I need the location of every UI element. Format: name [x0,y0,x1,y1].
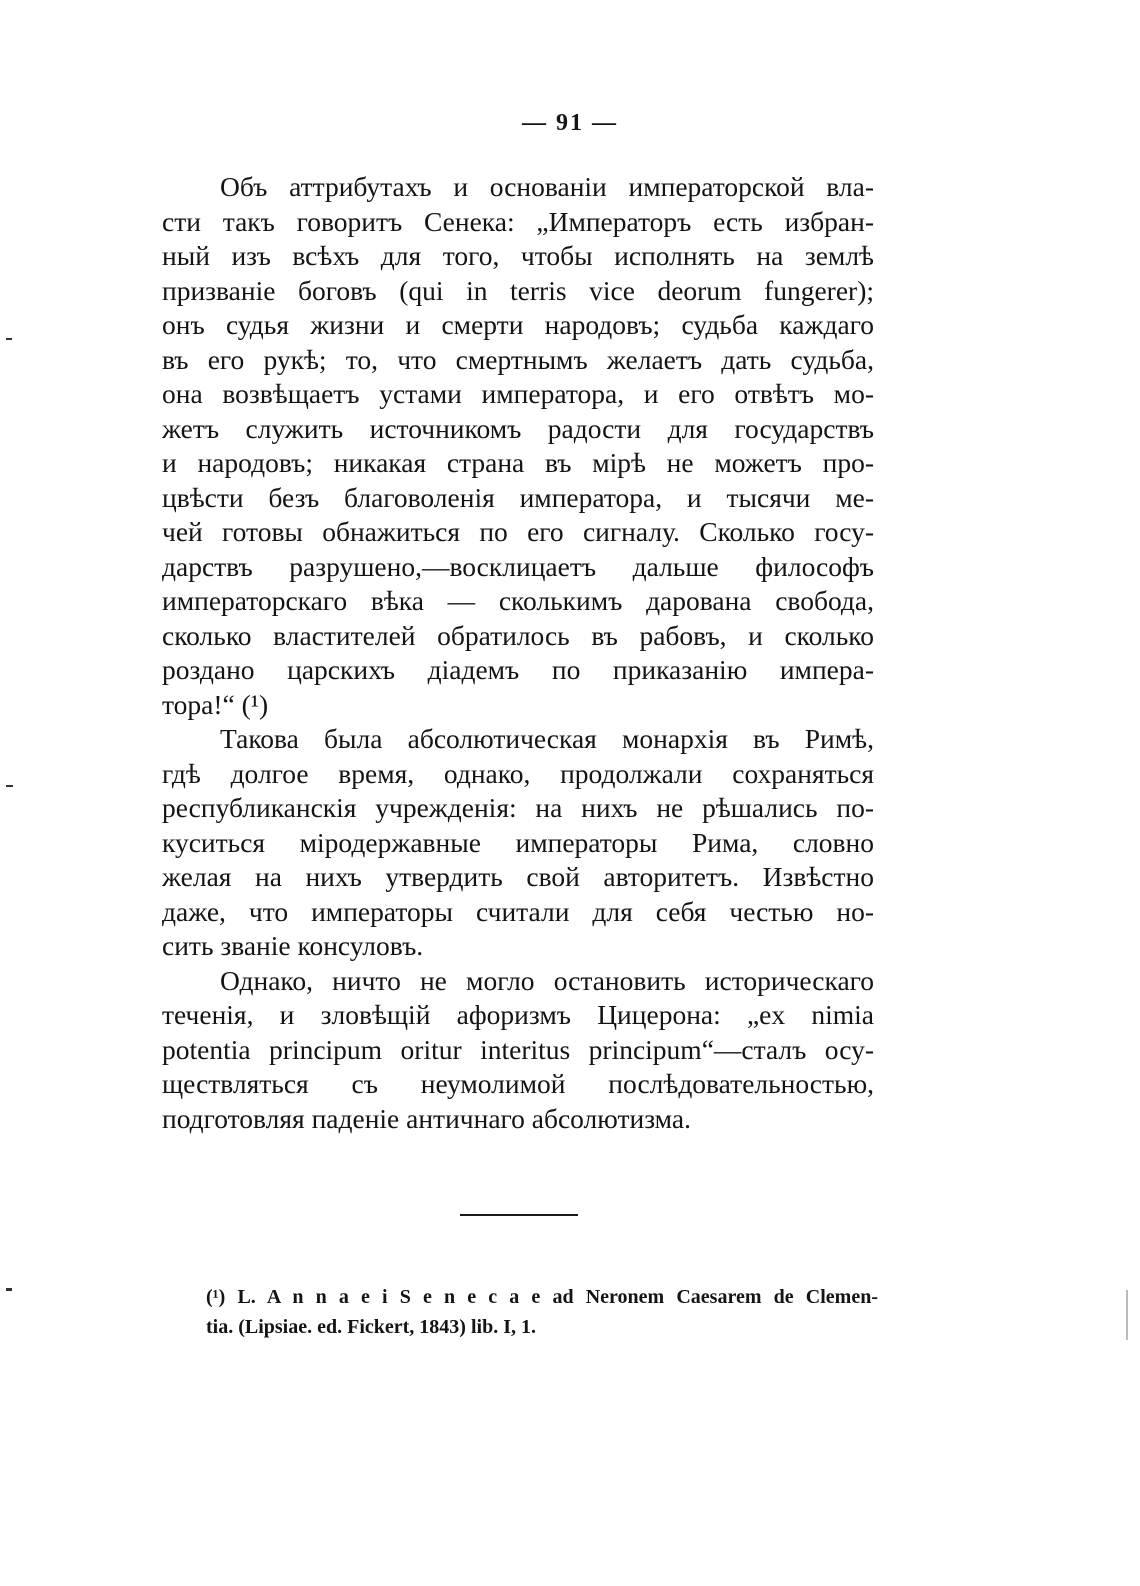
text-line: Объ аттрибутахъ и основанiи императорской вла- [220,171,874,202]
footnote-line: tia. (Lipsiae. ed. Fickert, 1843) lib. I, 1. [206,1316,536,1338]
text-line: ществляться съ неумолимой послѣдовательностью, [162,1068,874,1099]
text-line: куситься мiродержавные императоры Рима, словно [162,826,874,858]
text-line: онъ судья жизни и смерти народовъ; судьба каждаго [162,309,874,340]
text-line: въ его рукѣ; то, что смертнымъ желаетъ дать судьба, [162,343,874,375]
text-line: цвѣсти безъ благоволенiя императора, и тысячи ме- [162,481,874,513]
text-line: сить званiе консуловъ. [162,930,424,961]
text-line: гдѣ долгое время, однако, продолжали сохраняться [162,757,874,789]
text-line: potentia principum oritur interitus principum“—сталъ осу- [162,1033,874,1065]
text-line: жетъ служить источникомъ радости для государствъ [162,412,874,444]
text-line: теченiя, и зловѣщiй афоризмъ Цицерона: „ex nimia [162,999,874,1030]
scan-mark [6,338,12,340]
text-line: желая на нихъ утвердить свой авторитетъ. Извѣстно [162,861,874,892]
text-line: сколько властителей обратилось въ рабовъ, и сколько [162,619,874,651]
text-line: чей готовы обнажиться по его сигналу. Сколько госу- [162,516,874,547]
text-line: роздано царскихъ дiадемъ по приказанiю импера- [162,654,874,685]
text-line: даже, что императоры считали для себя честью но- [162,895,874,927]
text-line: Такова была абсолютическая монархiя въ Римѣ, [220,723,874,754]
text-line: подготовляя паденiе античнаго абсолютизма. [162,1102,691,1134]
scan-mark [1126,1290,1128,1340]
paragraph [162,722,874,964]
footnote-line: (¹) L. A n n a e i S e n e c a e ad Neronem Caesarem de Clemen- [206,1286,878,1308]
text-line: Однако, ничто не могло остановить историческаго [220,964,874,996]
text-line: ный изъ всѣхъ для того, чтобы исполнять на землѣ [162,240,874,271]
scan-mark [6,785,13,787]
text-line: призванiе боговъ (qui in terris vice deorum fungerer); [162,274,874,306]
text-line: императорскаго вѣка — сколькимъ дарована свобода, [162,585,874,616]
text-line: она возвѣщаетъ устами императора, и его отвѣтъ мо- [162,378,874,409]
text-line: тора!“ (¹) [162,688,269,720]
text-line: и народовъ; никакая страна въ мiрѣ не можетъ про- [162,447,874,478]
paragraph [162,170,874,722]
text-line: республиканскiя учрежденiя: на нихъ не рѣшались по- [162,792,874,823]
scan-mark [6,1288,12,1291]
text-line: сти такъ говоритъ Сенека: „Императоръ есть избран- [162,205,874,237]
footnote [206,1282,878,1342]
footnote-separator [460,1214,578,1216]
text-line: дарствъ разрушено,—восклицаетъ дальше философъ [162,550,874,582]
body-text [162,170,874,1136]
paragraph [162,964,874,1137]
page-number: — 91 — [522,110,618,136]
